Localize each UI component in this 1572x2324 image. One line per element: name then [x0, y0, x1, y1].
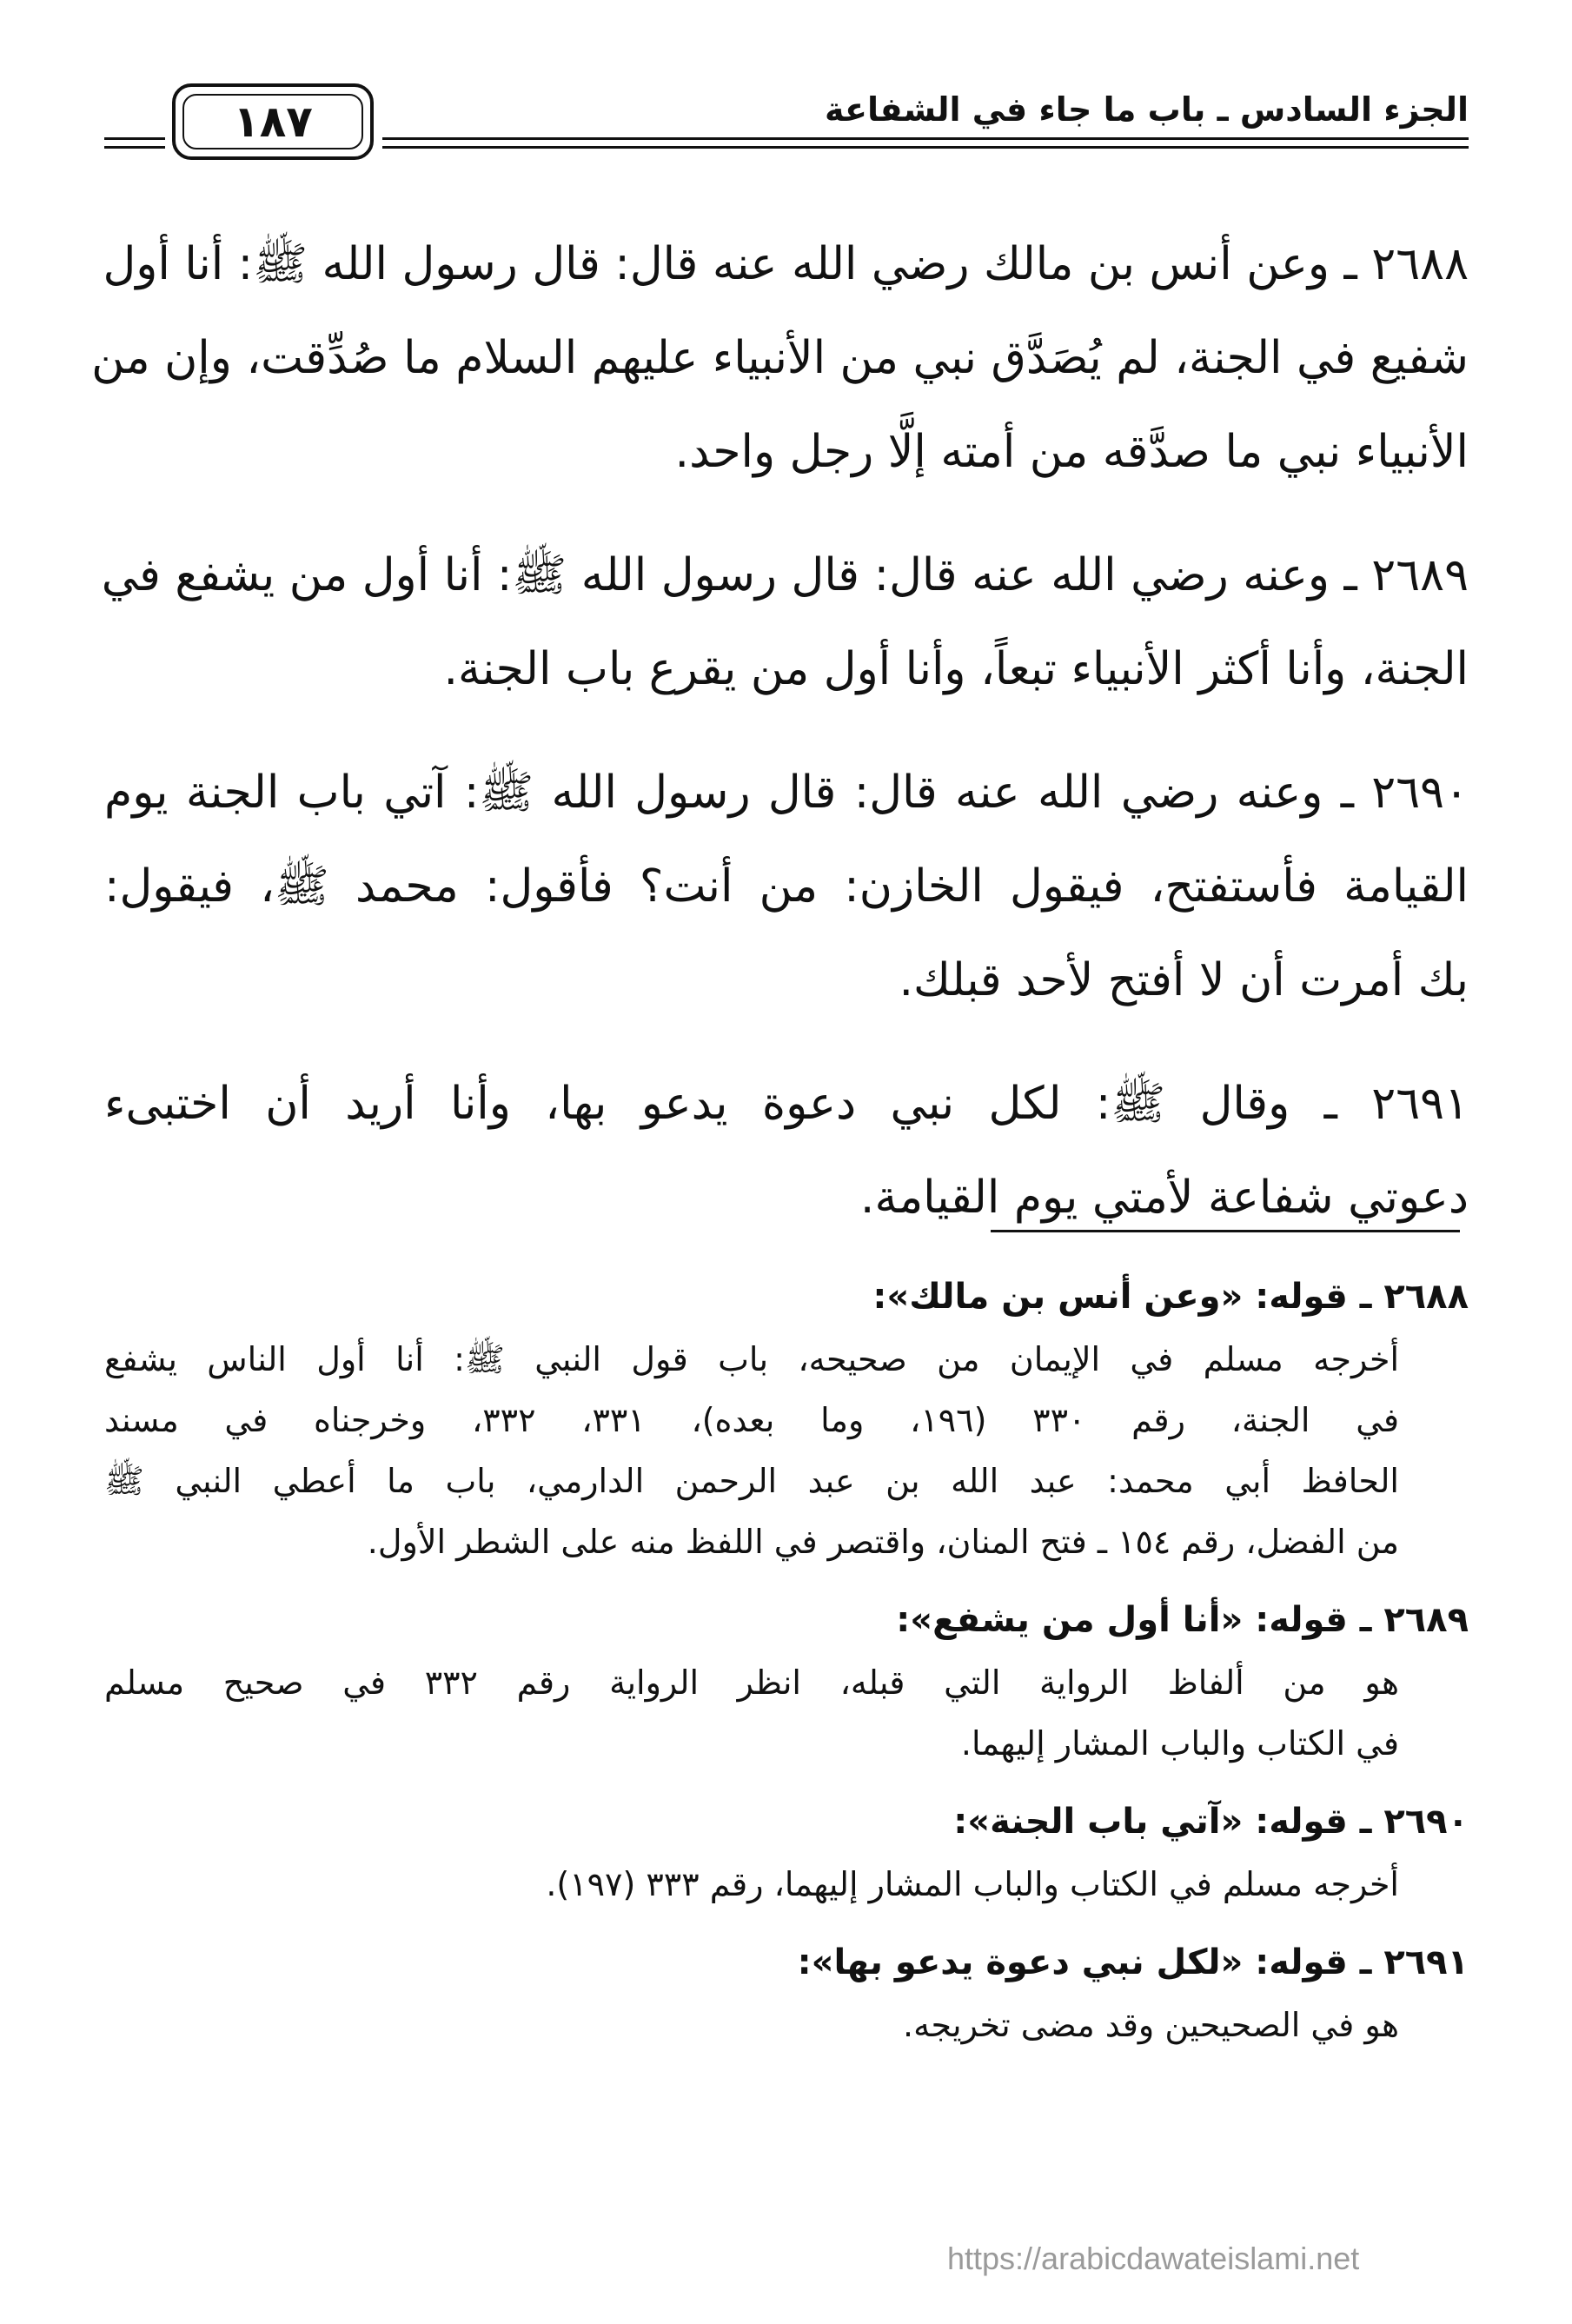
page-header	[104, 78, 1469, 165]
note-line: أخرجه مسلم في الإيمان من صحيحه، باب قول النبي ﷺ: أنا أول الناس يشفع	[104, 1340, 1399, 1378]
watermark-url: https://arabicdawateislami.net	[947, 2241, 1360, 2276]
hadith-2691	[104, 1057, 1469, 1245]
note-line: هو من ألفاظ الرواية التي قبله، انظر الرواية رقم ٣٣٢ في صحيح مسلم	[104, 1663, 1399, 1702]
text-line: بك أمرت أن لا أفتح لأحد قبلك.	[899, 954, 1469, 1006]
text-line: القيامة فأستفتح، فيقول الخازن: من أنت؟ فأقول: محمد ﷺ، فيقول:	[104, 860, 1469, 913]
footnotes	[104, 1265, 1469, 2071]
footnote-separator	[991, 1230, 1460, 1232]
note-heading: ٢٦٨٨ ـ قوله: «وعن أنس بن مالك»:	[872, 1277, 1469, 1317]
note-heading: ٢٦٩٠ ـ قوله: «آتي باب الجنة»:	[953, 1802, 1469, 1842]
note-line: هو في الصحيحين وقد مضى تخريجه.	[903, 2006, 1399, 2044]
page-number-frame	[172, 83, 374, 160]
header-rule	[382, 137, 1469, 140]
text-line: ٢٦٩١ ـ وقال ﷺ: لكل نبي دعوة يدعو بها، وأنا أريد أن اختبىء	[104, 1078, 1469, 1130]
note-2691	[104, 1930, 1469, 2055]
running-title: الجزء السادس ـ باب ما جاء في الشفاعة	[824, 90, 1469, 129]
note-line: في الجنة، رقم ٣٣٠ (١٩٦، وما بعده)، ٣٣١، ٣٣٢، وخرجناه في مسند	[104, 1401, 1400, 1439]
header-rule	[382, 146, 1469, 149]
note-2689	[104, 1588, 1469, 1774]
header-rule	[104, 146, 165, 149]
note-line: من الفضل، رقم ١٥٤ ـ فتح المنان، واقتصر في اللفظ منه على الشطر الأول.	[367, 1523, 1399, 1561]
page-number: ١٨٧	[233, 96, 313, 147]
note-2690	[104, 1789, 1469, 1915]
note-2688	[104, 1265, 1469, 1572]
note-line: أخرجه مسلم في الكتاب والباب المشار إليهما، رقم ٣٣٣ (١٩٧).	[546, 1865, 1399, 1903]
text-line: الأنبياء نبي ما صدَّقه من أمته إلَّا رجل واحد.	[674, 426, 1469, 478]
hadith-2690	[104, 746, 1469, 1027]
text-line: ٢٦٨٩ ـ وعنه رضي الله عنه قال: قال رسول الله ﷺ: أنا أول من يشفع في	[101, 549, 1469, 601]
text-line: دعوتي شفاعة لأمتي يوم القيامة.	[859, 1172, 1469, 1224]
main-text	[91, 217, 1469, 1274]
text-line: ٢٦٩٠ ـ وعنه رضي الله عنه قال: قال رسول الله ﷺ: آتي باب الجنة يوم	[104, 767, 1469, 819]
note-line: الحافظ أبي محمد: عبد الله بن عبد الرحمن الدارمي، باب ما أعطي النبي ﷺ	[104, 1462, 1399, 1500]
text-line: الجنة، وأنا أكثر الأنبياء تبعاً، وأنا أول من يقرع باب الجنة.	[443, 643, 1469, 695]
text-line: ٢٦٨٨ ـ وعن أنس بن مالك رضي الله عنه قال: قال رسول الله ﷺ: أنا أول	[103, 238, 1469, 290]
hadith-2689	[101, 528, 1469, 716]
note-heading: ٢٦٩١ ـ قوله: «لكل نبي دعوة يدعو بها»:	[797, 1942, 1469, 1982]
hadith-2688	[91, 217, 1469, 499]
note-heading: ٢٦٨٩ ـ قوله: «أنا أول من يشفع»:	[896, 1600, 1469, 1640]
header-rule	[104, 137, 165, 140]
note-line: في الكتاب والباب المشار إليهما.	[960, 1724, 1399, 1763]
text-line: شفيع في الجنة، لم يُصَدَّق نبي من الأنبياء عليهم السلام ما صُدِّقت، وإن من	[91, 332, 1469, 384]
